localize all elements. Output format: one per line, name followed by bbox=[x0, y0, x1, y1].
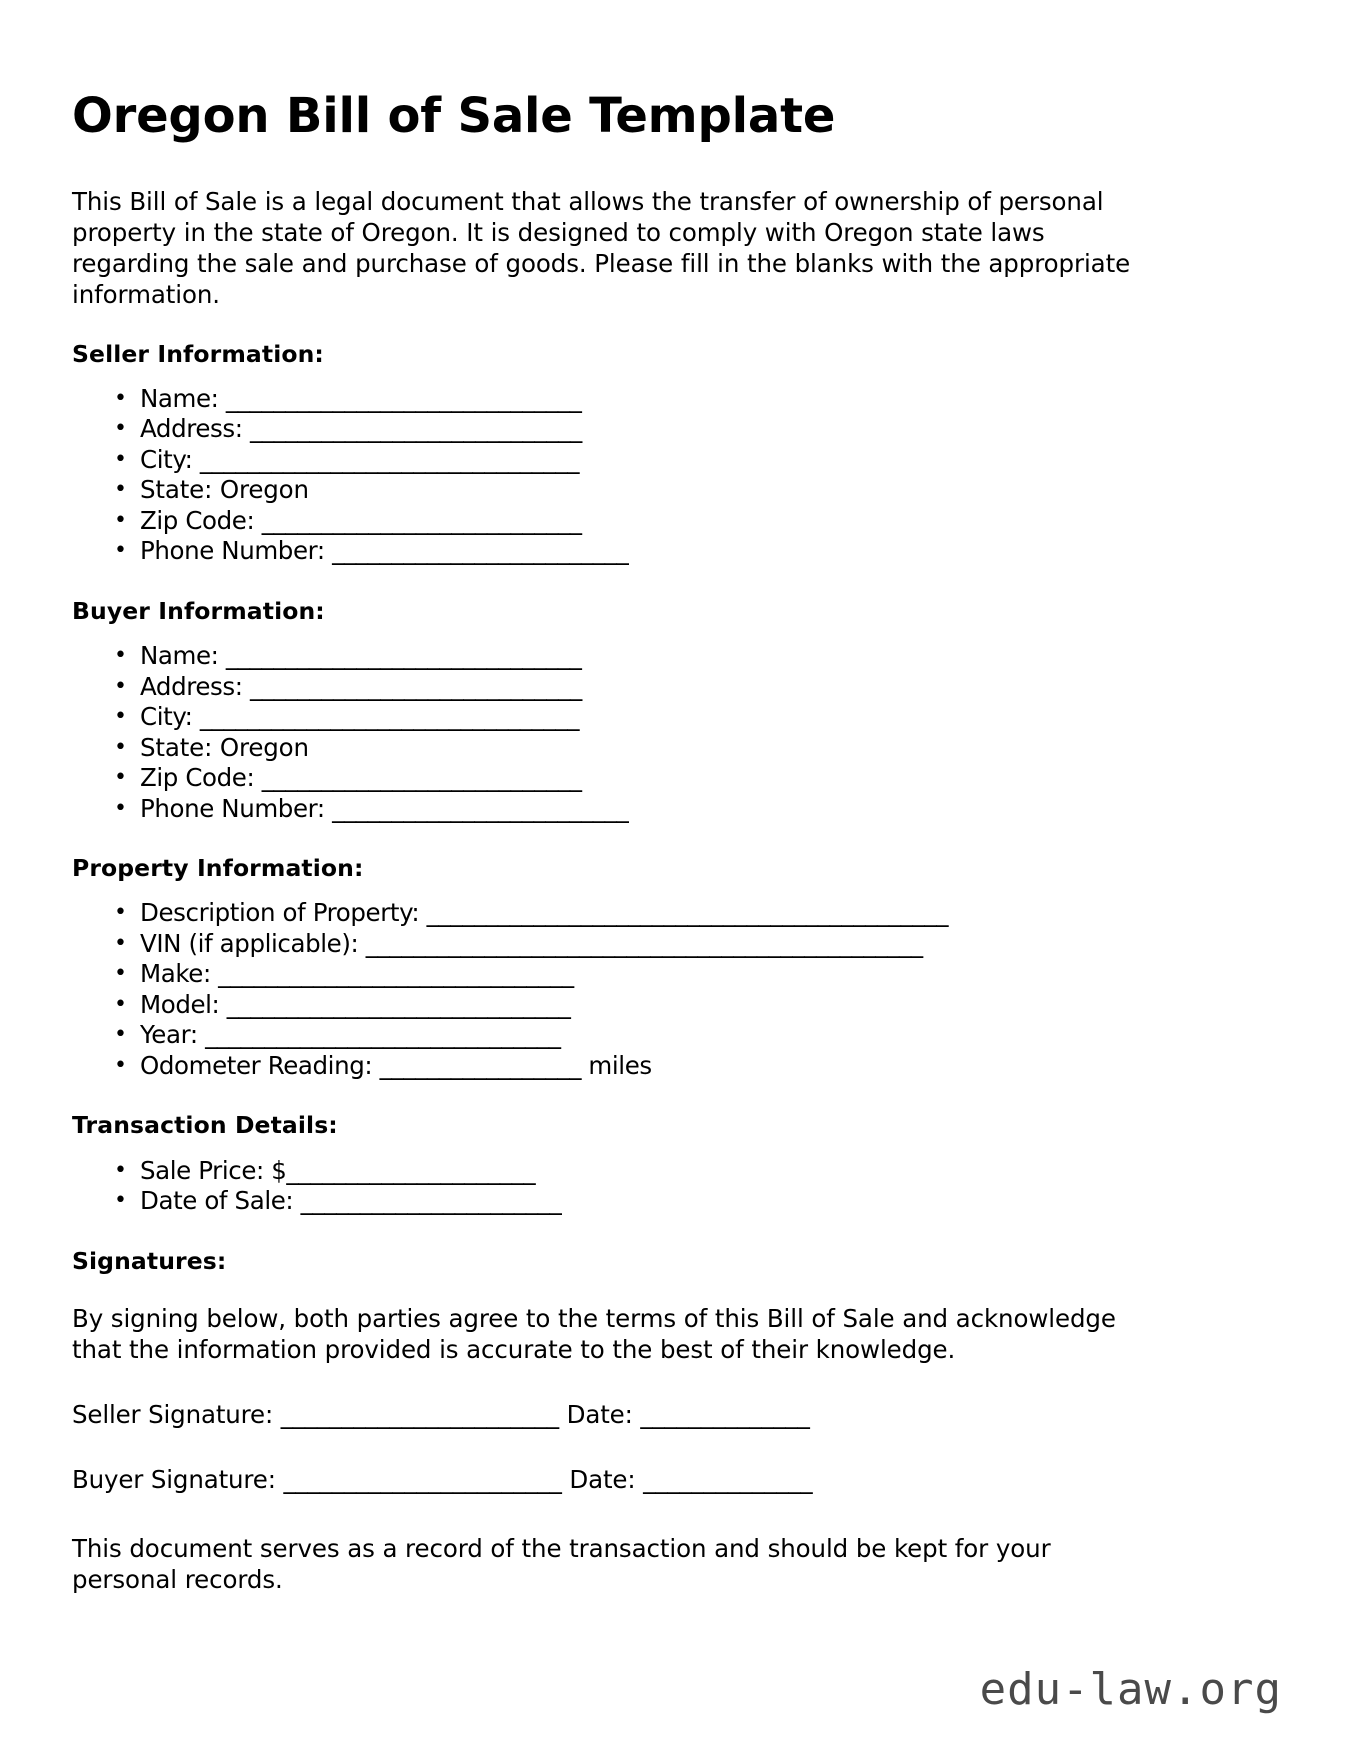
seller-address-field[interactable]: Address: ____________________________ bbox=[140, 414, 582, 444]
seller-information-list bbox=[72, 384, 1157, 567]
buyer-signature-line[interactable]: Buyer Signature: _______________________ Date: ______________ bbox=[72, 1464, 813, 1494]
list-item bbox=[114, 536, 1157, 567]
buyer-name-field[interactable]: Name: ______________________________ bbox=[140, 641, 582, 671]
seller-state-value: State: Oregon bbox=[140, 475, 309, 505]
seller-city-field[interactable]: City: ________________________________ bbox=[140, 444, 580, 474]
list-item bbox=[114, 506, 1157, 537]
property-information-heading: Property Information: bbox=[72, 854, 364, 883]
property-model-field[interactable]: Model: _____________________________ bbox=[140, 989, 571, 1019]
document-content bbox=[72, 90, 1157, 1595]
list-item bbox=[114, 1186, 1157, 1217]
seller-information-heading: Seller Information: bbox=[72, 339, 324, 368]
property-information-list bbox=[72, 898, 1157, 1081]
site-watermark: edu-law.org bbox=[979, 1664, 1282, 1715]
intro-paragraph: This Bill of Sale is a legal document that allows the transfer of ownership of personal property in the state of Oregon. It is designed to comply with Oregon state laws regarding the sale and purchase of goods. Please fill in the blanks with the appropriate information. bbox=[72, 186, 1131, 309]
list-item bbox=[114, 1156, 1157, 1187]
list-item bbox=[114, 1020, 1157, 1051]
date-of-sale-field[interactable]: Date of Sale: ______________________ bbox=[140, 1186, 562, 1215]
list-item bbox=[114, 702, 1157, 733]
list-item bbox=[114, 641, 1157, 672]
buyer-information-list bbox=[72, 641, 1157, 824]
buyer-phone-field[interactable]: Phone Number: _________________________ bbox=[140, 793, 629, 823]
list-item bbox=[114, 733, 1157, 764]
page-title: Oregon Bill of Sale Template bbox=[72, 88, 836, 144]
list-item bbox=[114, 990, 1157, 1021]
transaction-details-heading: Transaction Details: bbox=[72, 1111, 338, 1140]
list-item bbox=[114, 475, 1157, 506]
signature-statement: By signing below, both parties agree to the terms of this Bill of Sale and acknowledge that the information provided is accurate to the best of their knowledge. bbox=[72, 1303, 1116, 1364]
list-item bbox=[114, 445, 1157, 476]
seller-name-field[interactable]: Name: ______________________________ bbox=[140, 383, 582, 413]
buyer-address-field[interactable]: Address: ____________________________ bbox=[140, 671, 582, 701]
signatures-heading: Signatures: bbox=[72, 1246, 227, 1275]
closing-paragraph: This document serves as a record of the transaction and should be kept for your personal records. bbox=[72, 1533, 1051, 1594]
list-item bbox=[114, 1051, 1157, 1082]
list-item bbox=[114, 763, 1157, 794]
seller-signature-line[interactable]: Seller Signature: _______________________ Date: ______________ bbox=[72, 1399, 810, 1429]
list-item bbox=[114, 414, 1157, 445]
seller-zip-field[interactable]: Zip Code: ___________________________ bbox=[140, 505, 582, 535]
property-year-field[interactable]: Year: ______________________________ bbox=[140, 1020, 561, 1050]
buyer-city-field[interactable]: City: ________________________________ bbox=[140, 702, 580, 732]
buyer-information-heading: Buyer Information: bbox=[72, 596, 325, 625]
list-item bbox=[114, 898, 1157, 929]
property-vin-field[interactable]: VIN (if applicable): _______________________________________________ bbox=[140, 928, 923, 958]
property-description-field[interactable]: Description of Property: ____________________________________________ bbox=[140, 898, 949, 928]
list-item bbox=[114, 384, 1157, 415]
buyer-zip-field[interactable]: Zip Code: ___________________________ bbox=[140, 763, 582, 793]
transaction-details-list bbox=[72, 1156, 1157, 1217]
list-item bbox=[114, 929, 1157, 960]
list-item bbox=[114, 672, 1157, 703]
list-item bbox=[114, 959, 1157, 990]
sale-price-field[interactable]: Sale Price: $_____________________ bbox=[140, 1155, 536, 1185]
buyer-state-value: State: Oregon bbox=[140, 732, 309, 762]
property-make-field[interactable]: Make: ______________________________ bbox=[140, 959, 574, 989]
list-item bbox=[114, 794, 1157, 825]
property-odometer-field[interactable]: Odometer Reading: _________________ miles bbox=[140, 1050, 652, 1080]
seller-phone-field[interactable]: Phone Number: _________________________ bbox=[140, 536, 629, 566]
